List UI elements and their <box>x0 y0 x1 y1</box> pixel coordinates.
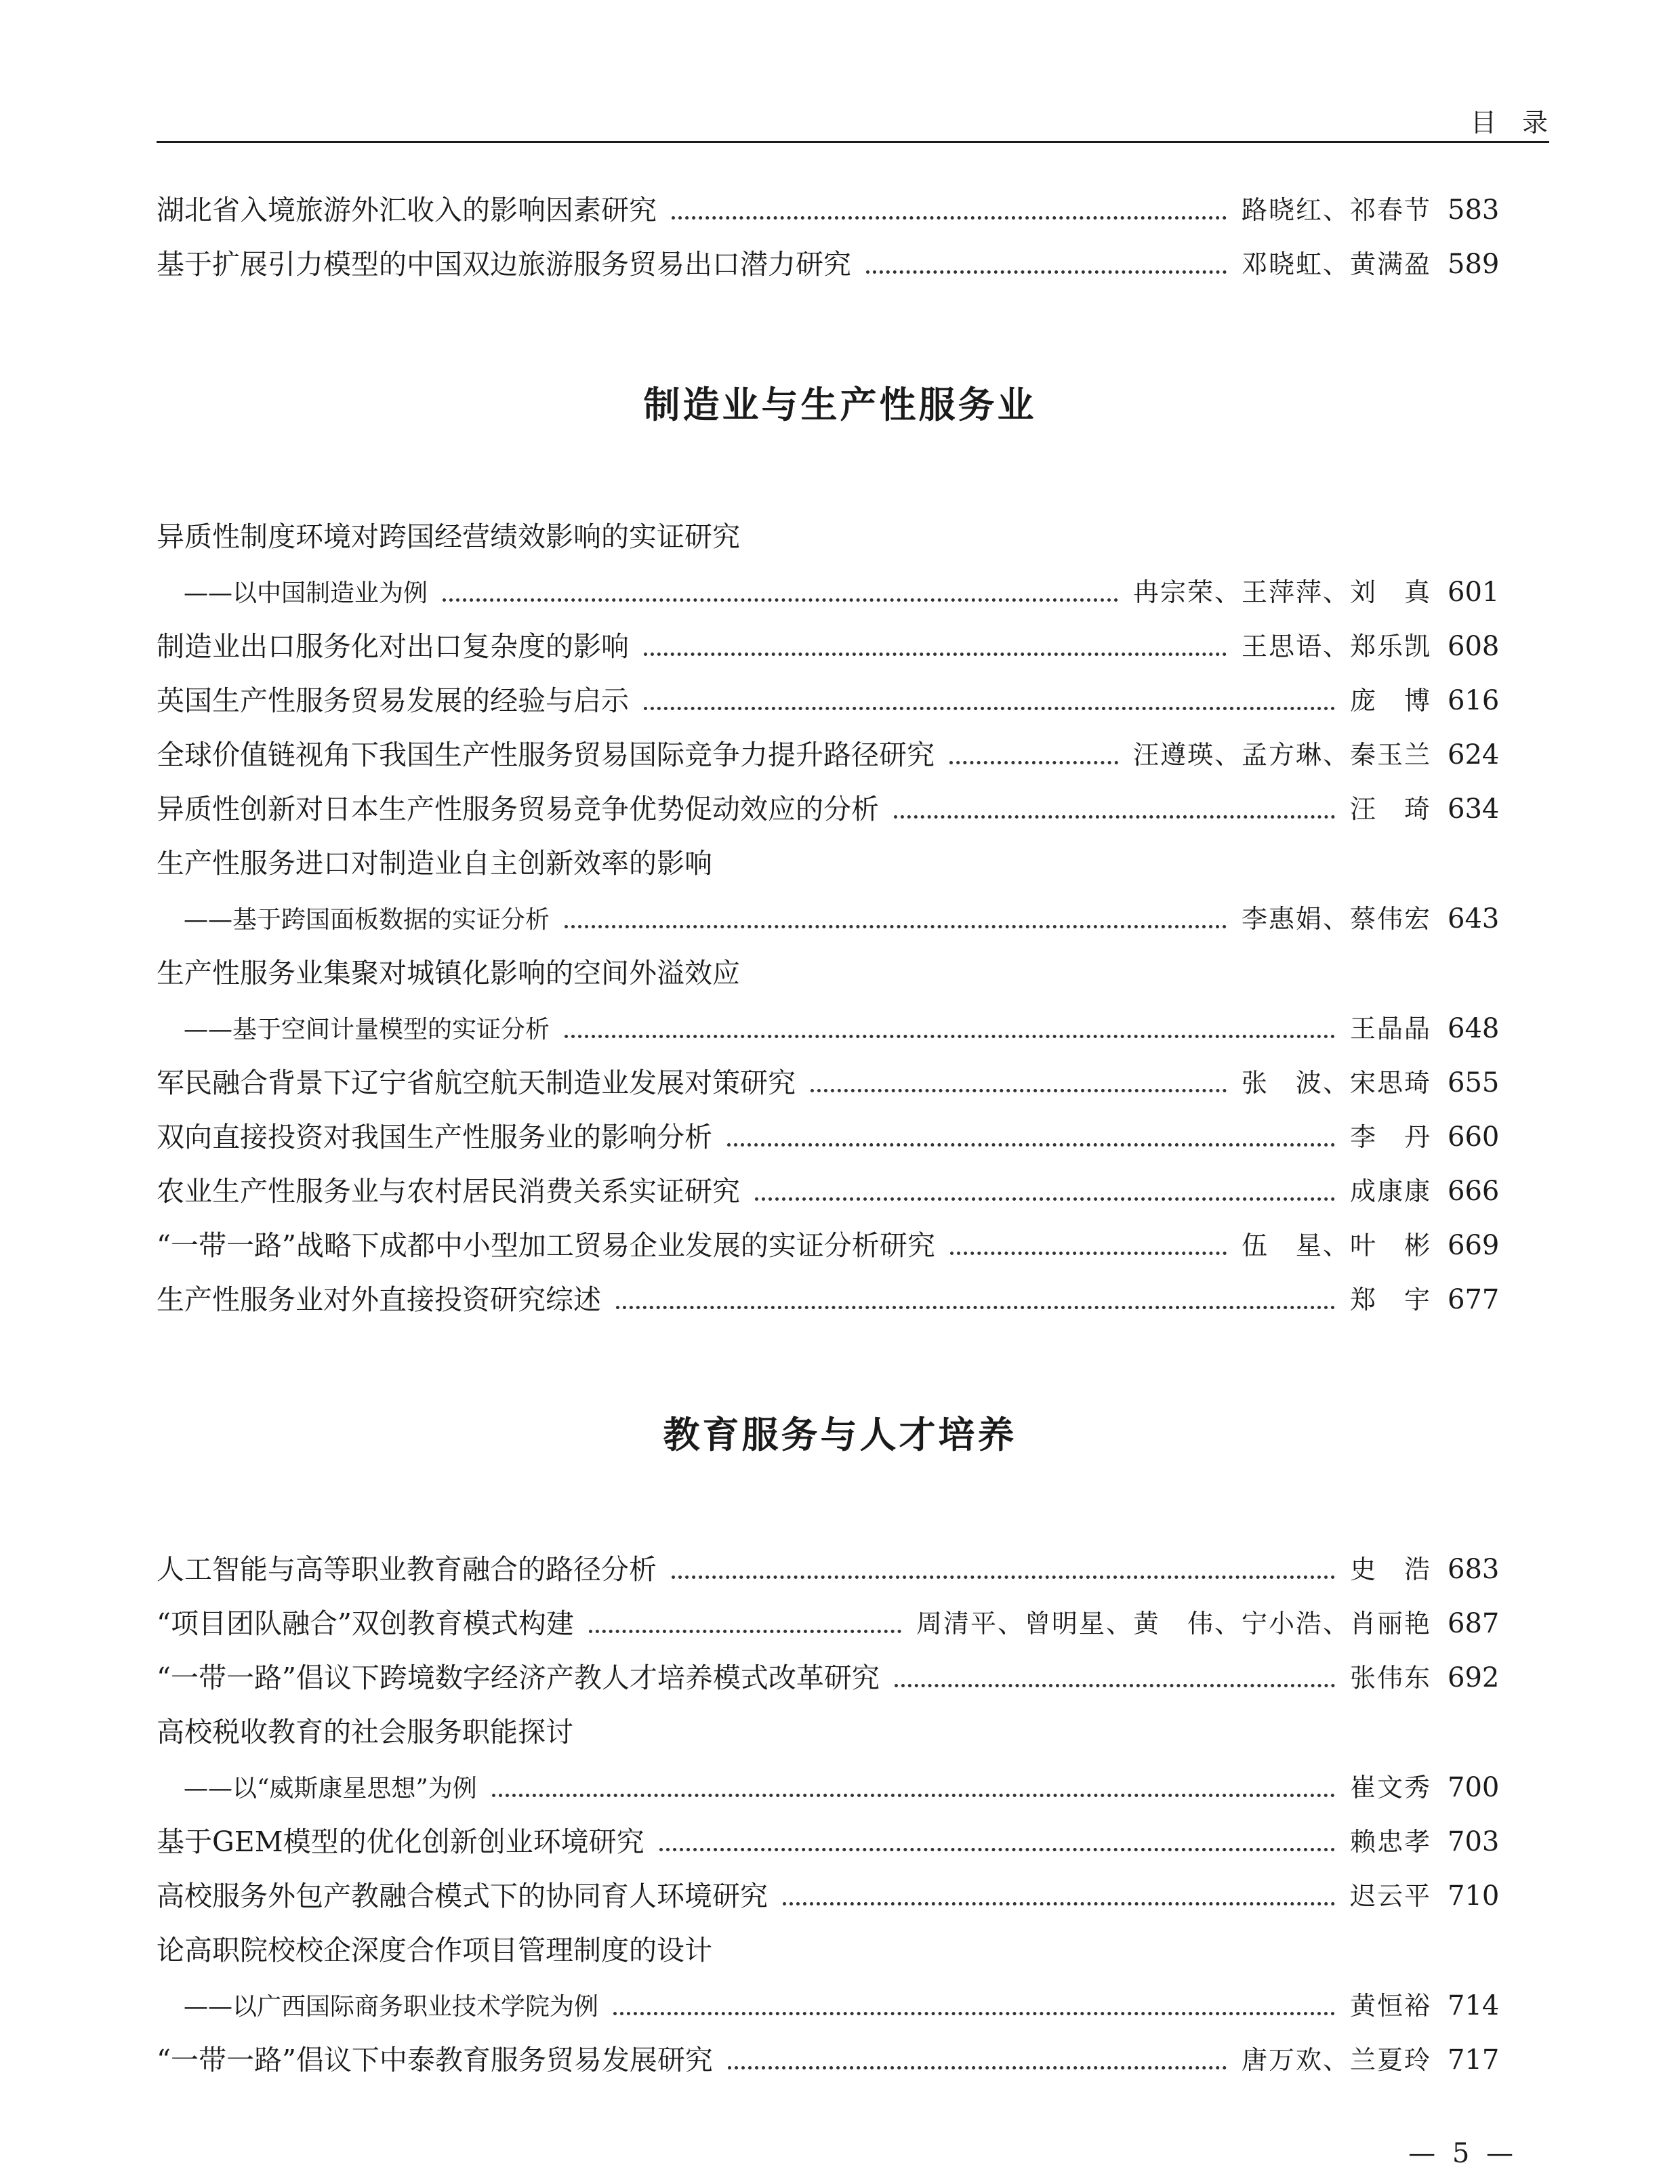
entry-page: 692 <box>1448 1662 1500 1693</box>
entry-page: 710 <box>1448 1880 1500 1912</box>
entry-author: 汪 琦 <box>1349 794 1431 824</box>
toc-entry[interactable] <box>157 1007 1498 1048</box>
toc-entry[interactable] <box>157 733 1498 774</box>
entry-author: 成康康 <box>1349 1176 1431 1206</box>
entry-title: 生产性服务进口对制造业自主创新效率的影响 <box>157 847 712 880</box>
entry-title: 军民融合背景下辽宁省航空航天制造业发展对策研究 <box>157 1067 796 1099</box>
toc-entry[interactable] <box>157 1820 1498 1861</box>
entry-title: 基于GEM模型的优化创新创业环境研究 <box>157 1826 644 1858</box>
entry-author: 张伟东 <box>1349 1663 1431 1693</box>
dot-leader <box>783 1902 1335 1905</box>
entry-author: 迟云平 <box>1349 1881 1431 1911</box>
toc-entry-title-only[interactable] <box>157 1710 1498 1751</box>
entry-author: 邓晓虹、黄满盈 <box>1241 249 1431 279</box>
entry-title: 基于扩展引力模型的中国双边旅游服务贸易出口潜力研究 <box>157 248 851 281</box>
toc-entry-title-only[interactable] <box>157 842 1498 882</box>
entry-author: 张 波、宋思琦 <box>1241 1068 1431 1098</box>
dot-leader <box>644 653 1227 656</box>
dot-leader <box>613 2012 1335 2015</box>
entry-author: 赖忠孝 <box>1349 1827 1431 1857</box>
dot-leader <box>565 1035 1335 1038</box>
entry-subtitle: ——基于空间计量模型的实证分析 <box>184 1016 550 1044</box>
entry-title: 异质性创新对日本生产性服务贸易竞争优势促动效应的分析 <box>157 793 879 825</box>
toc-entry-title-only[interactable] <box>157 951 1498 992</box>
dot-leader <box>755 1197 1335 1201</box>
dot-leader <box>644 707 1335 710</box>
entry-page: 589 <box>1448 249 1500 280</box>
entry-author: 李 丹 <box>1349 1122 1431 1152</box>
entry-page: 634 <box>1448 794 1500 825</box>
toc-entry[interactable] <box>157 1984 1498 2025</box>
dot-leader <box>895 1684 1335 1687</box>
entry-title: 生产性服务业对外直接投资研究综述 <box>157 1283 601 1316</box>
toc-entry[interactable] <box>157 679 1498 720</box>
dot-leader <box>659 1848 1335 1851</box>
dot-leader <box>589 1630 901 1633</box>
entry-page: 717 <box>1448 2044 1500 2076</box>
entry-author: 黄恒裕 <box>1349 1991 1431 2021</box>
entry-page: 677 <box>1448 1284 1500 1315</box>
entry-page: 683 <box>1448 1554 1500 1585</box>
entry-author: 王晶晶 <box>1349 1014 1431 1044</box>
entry-title: 高校服务外包产教融合模式下的协同育人环境研究 <box>157 1880 768 1912</box>
entry-title: 制造业出口服务化对出口复杂度的影响 <box>157 630 629 663</box>
entry-subtitle: ——以中国制造业为例 <box>184 579 428 607</box>
entry-page: 687 <box>1448 1608 1500 1639</box>
entry-page: 655 <box>1448 1067 1500 1098</box>
toc-entry[interactable] <box>157 1874 1498 1915</box>
toc-entry[interactable] <box>157 1548 1498 1588</box>
entry-title: “一带一路”倡议下跨境数字经济产教人才培养模式改革研究 <box>157 1662 880 1694</box>
section-heading: 制造业与生产性服务业 <box>643 384 1037 426</box>
entry-page: 624 <box>1448 739 1500 770</box>
dot-leader <box>811 1089 1227 1092</box>
entry-author: 郑 宇 <box>1349 1285 1431 1315</box>
entry-author: 李惠娟、蔡伟宏 <box>1241 904 1431 934</box>
entry-page: 666 <box>1448 1176 1500 1207</box>
dot-leader <box>565 925 1227 928</box>
header-rule <box>157 141 1549 143</box>
entry-page: 608 <box>1448 631 1500 662</box>
entry-page: 643 <box>1448 903 1500 934</box>
toc-entry[interactable] <box>157 2038 1498 2079</box>
entry-author: 周清平、曾明星、黄 伟、宁小浩、肖丽艳 <box>916 1609 1431 1639</box>
entry-author: 汪遵瑛、孟方琳、秦玉兰 <box>1132 740 1431 770</box>
running-header: 目录 <box>1470 108 1574 138</box>
section-heading: 教育服务与人才培养 <box>663 1414 1017 1456</box>
entry-title: 论高职院校校企深度合作项目管理制度的设计 <box>157 1934 712 1966</box>
toc-entry[interactable] <box>157 1115 1498 1156</box>
toc-entry[interactable] <box>157 787 1498 828</box>
entry-page: 669 <box>1448 1230 1500 1261</box>
dot-leader <box>866 270 1227 274</box>
entry-title: 湖北省入境旅游外汇收入的影响因素研究 <box>157 194 657 226</box>
entry-page: 703 <box>1448 1826 1500 1857</box>
dot-leader <box>672 216 1227 220</box>
entry-title: 人工智能与高等职业教育融合的路径分析 <box>157 1553 657 1586</box>
entry-title: “一带一路”战略下成都中小型加工贸易企业发展的实证分析研究 <box>157 1229 935 1262</box>
page-number: — 5 — <box>1408 2138 1517 2169</box>
toc-entry[interactable] <box>157 897 1498 938</box>
toc-entry-title-only[interactable] <box>157 515 1498 556</box>
toc-entry[interactable] <box>157 625 1498 665</box>
entry-author: 史 浩 <box>1349 1554 1431 1584</box>
entry-page: 714 <box>1448 1990 1500 2021</box>
dot-leader <box>443 598 1118 602</box>
entry-title: 农业生产性服务业与农村居民消费关系实证研究 <box>157 1175 740 1208</box>
dot-leader <box>950 1252 1227 1255</box>
entry-author: 路晓红、祁春节 <box>1241 195 1431 225</box>
toc-entry[interactable] <box>157 1656 1498 1697</box>
entry-page: 583 <box>1448 194 1500 226</box>
entry-title: “一带一路”倡议下中泰教育服务贸易发展研究 <box>157 2044 713 2076</box>
entry-page: 700 <box>1448 1772 1500 1803</box>
toc-entry[interactable] <box>157 243 1498 283</box>
entry-title: “项目团队融合”双创教育模式构建 <box>157 1607 574 1640</box>
entry-title: 英国生产性服务贸易发展的经验与启示 <box>157 684 629 717</box>
toc-entry[interactable] <box>157 1224 1498 1264</box>
entry-title: 异质性制度环境对跨国经营绩效影响的实证研究 <box>157 520 740 553</box>
entry-author: 王思语、郑乐凯 <box>1241 632 1431 661</box>
entry-title: 生产性服务业集聚对城镇化影响的空间外溢效应 <box>157 957 740 989</box>
entry-title: 全球价值链视角下我国生产性服务贸易国际竞争力提升路径研究 <box>157 739 935 771</box>
entry-title: 高校税收教育的社会服务职能探讨 <box>157 1716 573 1748</box>
dot-leader <box>894 815 1335 819</box>
entry-author: 唐万欢、兰夏玲 <box>1241 2045 1431 2075</box>
entry-page: 660 <box>1448 1121 1500 1153</box>
entry-subtitle: ——以“威斯康星思想”为例 <box>184 1775 477 1802</box>
entry-subtitle: ——基于跨国面板数据的实证分析 <box>184 906 550 934</box>
entry-author: 伍 星、叶 彬 <box>1241 1231 1431 1260</box>
entry-page: 648 <box>1448 1013 1500 1044</box>
toc-entry[interactable] <box>157 571 1498 611</box>
entry-page: 616 <box>1448 685 1500 716</box>
entry-author: 崔文秀 <box>1349 1773 1431 1802</box>
entry-author: 庞 博 <box>1349 686 1431 716</box>
dot-leader <box>727 1143 1335 1147</box>
entry-author: 冉宗荣、王萍萍、刘 真 <box>1132 577 1431 607</box>
dot-leader <box>492 1794 1335 1797</box>
toc-entry-title-only[interactable] <box>157 1929 1498 1969</box>
entry-title: 双向直接投资对我国生产性服务业的影响分析 <box>157 1121 712 1153</box>
toc-entry[interactable] <box>157 1278 1498 1319</box>
dot-leader <box>672 1575 1335 1579</box>
entry-subtitle: ——以广西国际商务职业技术学院为例 <box>184 1993 599 2021</box>
dot-leader <box>728 2066 1227 2069</box>
toc-entry[interactable] <box>157 1602 1498 1643</box>
dot-leader <box>949 761 1118 764</box>
toc-entry[interactable] <box>157 1766 1498 1807</box>
entry-page: 601 <box>1448 577 1500 608</box>
toc-entry[interactable] <box>157 1061 1498 1102</box>
toc-entry[interactable] <box>157 188 1498 229</box>
dot-leader <box>616 1306 1335 1309</box>
toc-entry[interactable] <box>157 1170 1498 1210</box>
